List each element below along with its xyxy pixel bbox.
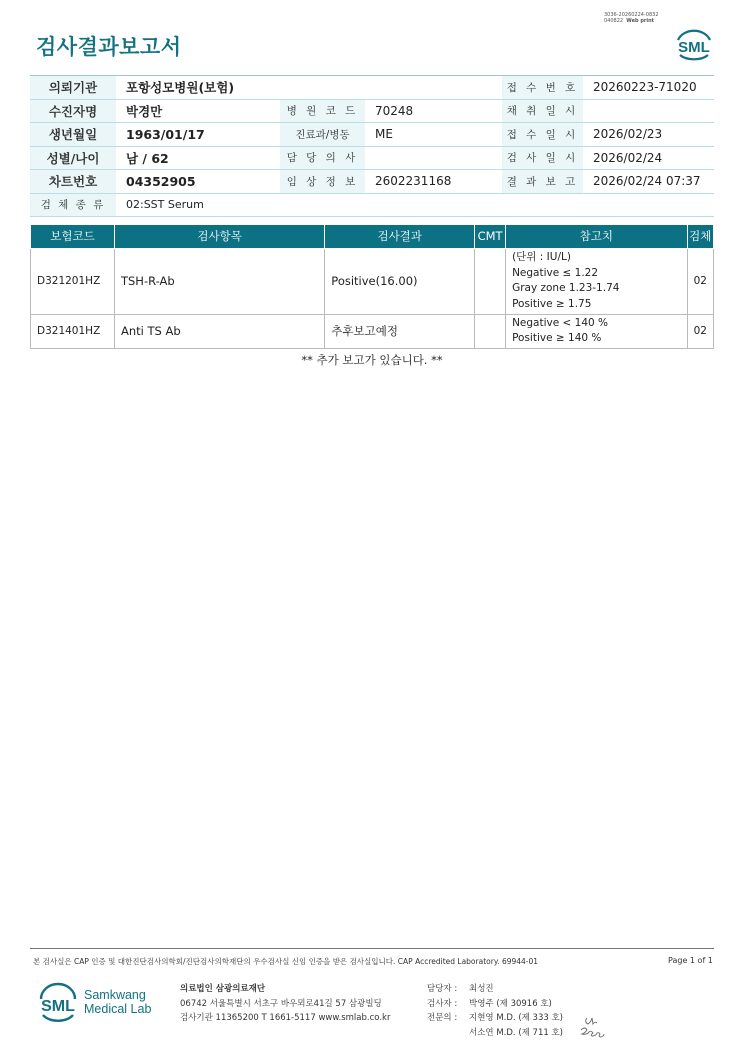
label-clinical-info: 임 상 정 보 xyxy=(280,170,365,193)
value-specimen-type: 02:SST Serum xyxy=(126,198,204,212)
organization-info xyxy=(180,982,390,1026)
staff-row xyxy=(427,1011,563,1026)
info-row xyxy=(30,76,714,100)
value-report-time: 2026/02/24 07:37 xyxy=(593,174,701,189)
logo-text: SML xyxy=(678,39,710,56)
label-patient-name: 수진자명 xyxy=(30,100,116,123)
results-table xyxy=(30,225,714,349)
document-number: 3036-20260224-0832 xyxy=(604,12,659,18)
brand-line-1: Samkwang xyxy=(84,988,146,1002)
staff-name: 서소연 M.D. (제 711 호) xyxy=(469,1027,564,1038)
page-title: 검사결과보고서 xyxy=(36,35,182,59)
value-physician xyxy=(365,147,502,170)
brand-name xyxy=(84,988,151,1016)
cell-reference xyxy=(506,248,688,314)
label-report-time: 결 과 보 고 xyxy=(502,170,583,193)
reference-line: Negative ≤ 1.22 xyxy=(512,266,599,279)
value-patient-name: 박경만 xyxy=(126,103,163,119)
value-clinical-info: 2602231168 xyxy=(375,174,452,189)
signature-image xyxy=(578,1008,612,1042)
sml-logo-icon xyxy=(36,980,80,1026)
value-requester: 포항성모병원(보험) xyxy=(126,80,235,96)
label-requester: 의뢰기관 xyxy=(30,76,116,99)
info-row xyxy=(30,147,714,171)
info-row xyxy=(30,123,714,147)
value-birthdate: 1963/01/17 xyxy=(126,126,205,142)
logo-text: SML xyxy=(41,998,75,1015)
patient-info-table xyxy=(30,75,714,217)
label-hospital-code: 병 원 코 드 xyxy=(280,100,365,123)
organization-address: 06742 서울특별시 서초구 바우뫼로41길 57 삼광빌딩 xyxy=(180,998,382,1009)
organization-name: 의료법인 삼광의료재단 xyxy=(180,984,266,994)
label-collection-time: 채 취 일 시 xyxy=(502,100,583,123)
staff-row xyxy=(427,997,563,1012)
label-department: 진료과/병동 xyxy=(280,123,365,146)
cell-code: D321201HZ xyxy=(31,248,115,314)
print-mode: Web print xyxy=(626,18,655,24)
footer-divider xyxy=(30,948,714,949)
value-sex-age: 남 / 62 xyxy=(126,150,169,166)
info-row xyxy=(30,194,714,218)
staff-row xyxy=(427,982,563,997)
brand-line-2: Medical Lab xyxy=(84,1002,152,1016)
table-row xyxy=(31,314,714,348)
value-hospital-code: 70248 xyxy=(375,103,414,118)
staff-list xyxy=(427,982,563,1040)
label-test-date: 검 사 일 시 xyxy=(502,147,583,170)
value-department: ME xyxy=(375,127,393,142)
results-header-row xyxy=(31,225,714,248)
staff-role: 검사자 : xyxy=(427,998,458,1009)
reference-line: (단위 : IU/L) xyxy=(512,251,571,263)
header-reference: 참고치 xyxy=(506,225,688,248)
document-meta xyxy=(604,12,659,24)
cell-code: D321401HZ xyxy=(31,314,115,348)
staff-role: 전문의 : xyxy=(427,1013,458,1023)
header-test-result: 검사결과 xyxy=(325,225,475,248)
value-receipt-number: 20260223-71020 xyxy=(593,80,697,95)
info-row xyxy=(30,100,714,124)
certification-text: 본 검사실은 CAP 인증 및 대한진단검사의학회/진단검사의학재단의 우수검사실 신임 인증을 받은 검사실입니다. CAP Accredited Laboratory. 69944-01 xyxy=(33,957,539,966)
info-row xyxy=(30,170,714,194)
label-physician: 담 당 의 사 xyxy=(280,147,365,170)
label-chart-number: 차트번호 xyxy=(30,170,116,193)
additional-report-note: ** 추가 보고가 있습니다. ** xyxy=(301,353,443,367)
page-number: Page 1 of 1 xyxy=(668,956,713,965)
header-test-item: 검사항목 xyxy=(114,225,324,248)
cell-cmt xyxy=(475,314,506,348)
cell-cmt xyxy=(475,248,506,314)
reference-line: Gray zone 1.23-1.74 xyxy=(512,282,620,294)
sml-logo-icon xyxy=(672,24,716,64)
reference-line: Positive ≥ 140 % xyxy=(512,332,602,344)
staff-name: 지현영 M.D. (제 333 호) xyxy=(469,1013,564,1023)
label-specimen-type: 검 체 종 류 xyxy=(30,194,116,217)
cell-result: 추후보고예정 xyxy=(325,314,475,348)
staff-name: 최성진 xyxy=(469,984,494,994)
label-receipt-date: 접 수 일 시 xyxy=(502,123,583,146)
staff-role: 담당자 : xyxy=(427,984,458,994)
header-specimen: 검체 xyxy=(687,225,713,248)
label-sex-age: 성별/나이 xyxy=(30,147,116,170)
staff-row xyxy=(427,1026,563,1041)
value-collection-time xyxy=(583,100,714,123)
staff-name: 박영주 (제 30916 호) xyxy=(469,998,552,1009)
value-chart-number: 04352905 xyxy=(126,173,196,189)
cell-result: Positive(16.00) xyxy=(325,248,475,314)
cell-specimen: 02 xyxy=(687,248,713,314)
header-insurance-code: 보험코드 xyxy=(31,225,115,248)
document-sub-number: 040822 xyxy=(604,18,624,24)
staff-role xyxy=(427,1026,469,1041)
reference-line: Negative < 140 % xyxy=(512,316,609,329)
reference-line: Positive ≥ 1.75 xyxy=(512,297,592,310)
label-receipt-number: 접 수 번 호 xyxy=(502,76,583,99)
table-row xyxy=(31,248,714,314)
label-birthdate: 생년월일 xyxy=(30,123,116,146)
organization-contact: 검사기관 11365200 T 1661-5117 www.smlab.co.kr xyxy=(180,1013,391,1023)
cell-reference xyxy=(506,314,688,348)
value-test-date: 2026/02/24 xyxy=(593,150,663,165)
cell-item: Anti TS Ab xyxy=(114,314,324,348)
cell-item: TSH-R-Ab xyxy=(114,248,324,314)
value-receipt-date: 2026/02/23 xyxy=(593,127,663,142)
cell-specimen: 02 xyxy=(687,314,713,348)
header-cmt: CMT xyxy=(475,225,506,248)
